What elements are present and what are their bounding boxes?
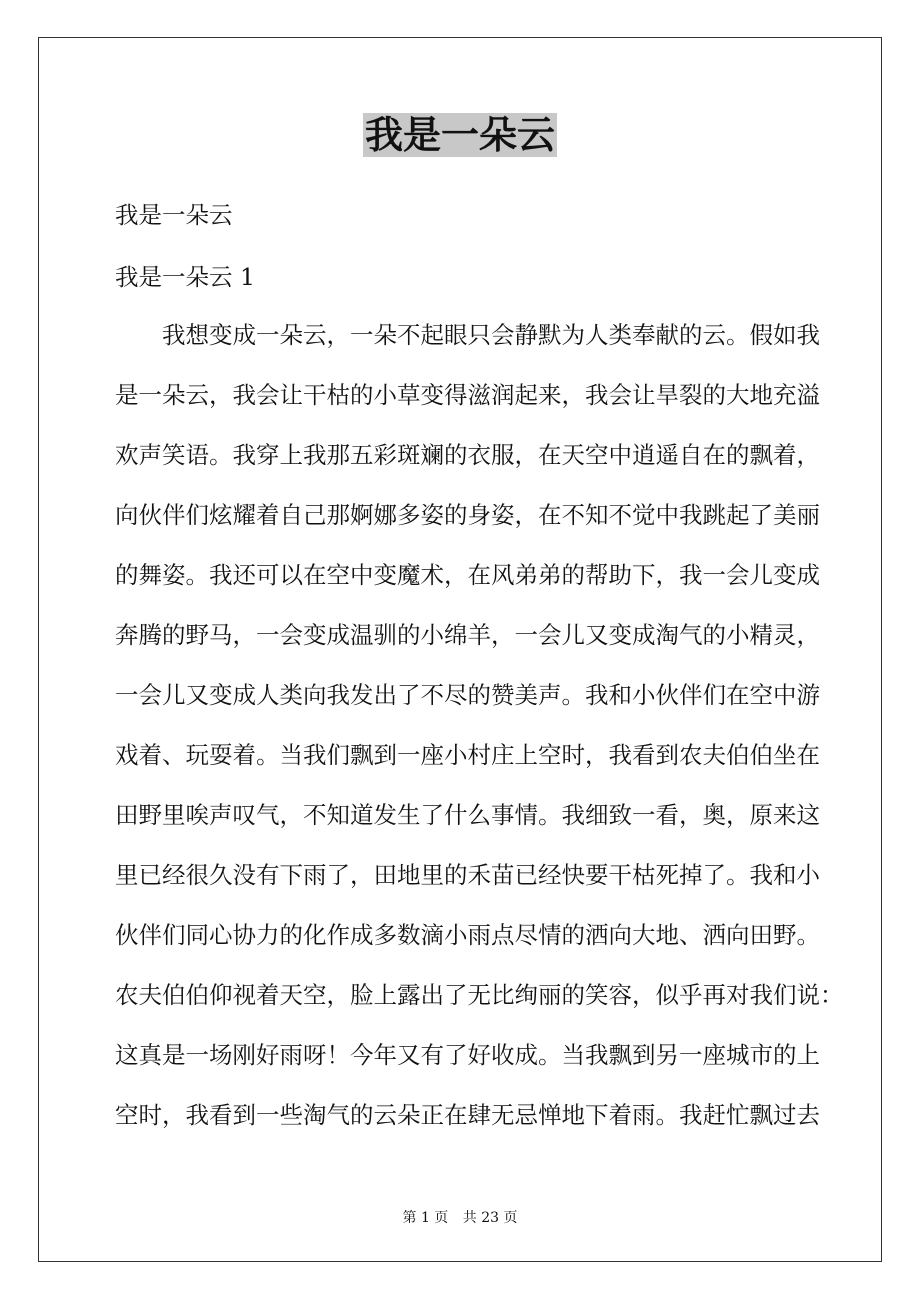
body-line: 田野里唉声叹气，不知道发生了什么事情。我细致一看，奥，原来这 [115,801,820,829]
page-footer [0,1207,920,1227]
body-line: 一会儿又变成人类向我发出了不尽的赞美声。我和小伙伴们在空中游 [115,681,820,709]
body-line: 这真是一场刚好雨呀！今年又有了好收成。当我飘到另一座城市的上 [115,1041,820,1069]
body-line: 欢声笑语。我穿上我那五彩斑斓的衣服，在天空中逍遥自在的飘着， [115,441,820,469]
body-line: 向伙伴们炫耀着自己那婀娜多姿的身姿，在不知不觉中我跳起了美丽 [115,501,820,529]
body-line: 是一朵云，我会让干枯的小草变得滋润起来，我会让旱裂的大地充溢 [115,381,820,409]
body-line: 戏着、玩耍着。当我们飘到一座小村庄上空时，我看到农夫伯伯坐在 [115,741,820,769]
section-heading: 我是一朵云 1 [115,263,255,291]
body-line: 伙伴们同心协力的化作成多数滴小雨点尽情的洒向大地、洒向田野。 [115,921,820,949]
body-line: 农夫伯伯仰视着天空，脸上露出了无比绚丽的笑容，似乎再对我们说： [115,981,844,1009]
page-total: 共 23 页 [462,1210,518,1226]
body-line: 里已经很久没有下雨了，田地里的禾苗已经快要干枯死掉了。我和小 [115,861,820,889]
body-line: 的舞姿。我还可以在空中变魔术，在风弟弟的帮助下，我一会儿变成 [115,561,820,589]
body-line: 我想变成一朵云，一朵不起眼只会静默为人类奉献的云。假如我 [162,321,820,349]
page-number: 第 1 页 [402,1210,449,1226]
title-container [0,113,920,157]
subtitle: 我是一朵云 [115,201,233,229]
document-title: 我是一朵云 [364,112,555,157]
body-line: 奔腾的野马，一会变成温驯的小绵羊，一会儿又变成淘气的小精灵， [115,621,820,649]
body-line: 空时，我看到一些淘气的云朵正在肆无忌惮地下着雨。我赶忙飘过去 [115,1101,820,1129]
